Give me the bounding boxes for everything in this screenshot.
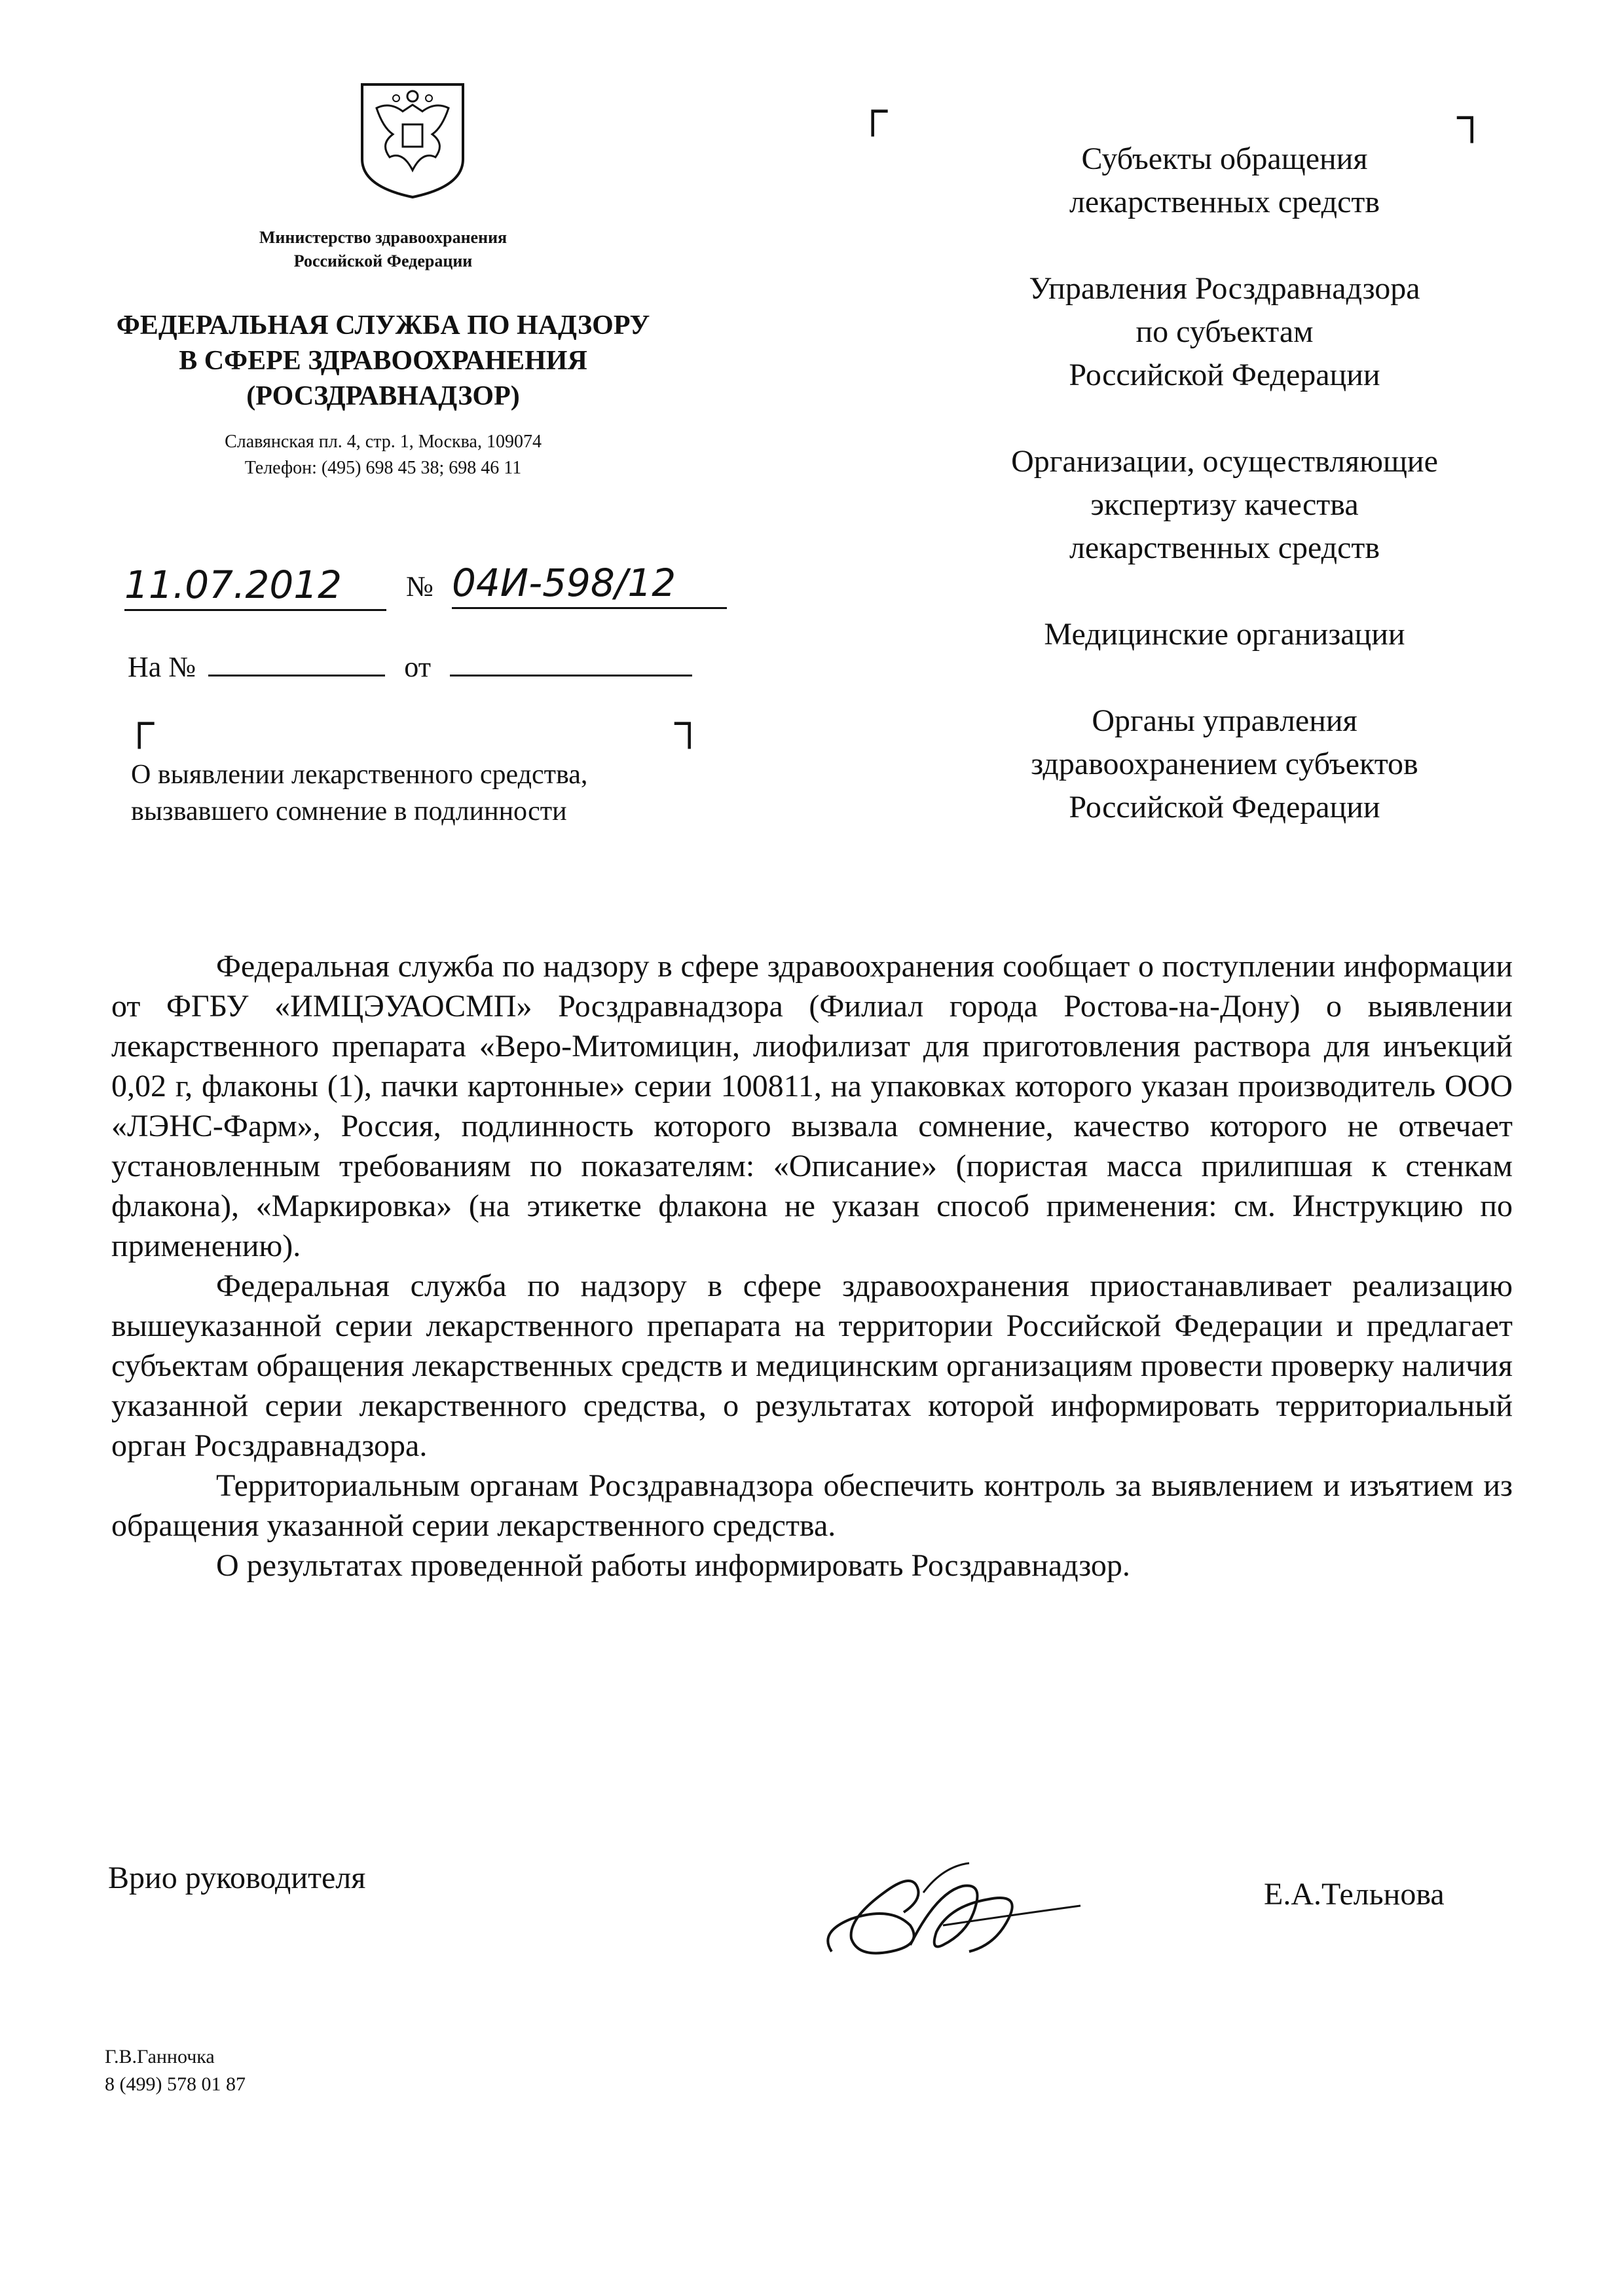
subject (131, 756, 720, 830)
registration-date: 11.07.2012 (124, 563, 342, 607)
reply-from-label: от (404, 651, 431, 683)
registration-number: 04И-598/12 (452, 561, 676, 605)
service-name (79, 308, 688, 414)
executor-phone: 8 (499) 578 01 87 (105, 2073, 246, 2095)
emblem-icon (357, 82, 468, 200)
signatory-name: Е.А.Тельнова (1264, 1877, 1445, 1912)
ministry-line-1: Министерство здравоохранения (259, 228, 507, 247)
addressee-line: Российской Федерации (1069, 790, 1380, 825)
reply-reference (128, 648, 692, 685)
ministry-line-2: Российской Федерации (293, 251, 473, 270)
number-sign: № (406, 570, 434, 602)
executor-block (105, 2043, 246, 2098)
corner-bracket-icon: ┌ (858, 86, 888, 134)
addressee-group (871, 267, 1578, 397)
body-paragraph: Федеральная служба по надзору в сфере здравоохранения приостанавливает реализацию вышеуказанной серии лекарственного препарата на территории Российской Федерации и предлагает субъектам обращения лекарственных средств и медицинским организациям провести проверку наличия указанной серии лекарственного средства, о результатах которой информировать территориальный орган Росздравнадзора. (111, 1269, 1513, 1463)
address-line: Славянская пл. 4, стр. 1, Москва, 109074 (225, 432, 542, 452)
addressee-group (871, 699, 1578, 829)
signatory-role: Врио руководителя (108, 1861, 366, 1895)
service-line-2: В СФЕРЕ ЗДРАВООХРАНЕНИЯ (179, 346, 587, 376)
registration-number-field (452, 560, 727, 609)
signature-icon (812, 1853, 1087, 1971)
body-paragraph: Федеральная служба по надзору в сфере здравоохранения сообщает о поступлении информации от ФГБУ «ИМЦЭУАОСМП» Росздравнадзора (Филиал города Ростова-на-Дону) о выявлении лекарственного препарата «Веро-Митомицин, лиофилизат для приготовления раствора для инъекций 0,02 г, флаконы (1), пачки картонные» серии 100811, на упаковках которого указан производитель ООО «ЛЭНС-Фарм», Россия, подлинность которого вызвала сомнение, качество которого не отвечает установленным требованиям по показателям: «Описание» (пористая масса прилипшая к стенкам флакона), «Маркировка» (на этикетке флакона не указан способ применения: см. Инструкцию по применению). (111, 949, 1513, 1263)
executor-name: Г.В.Ганночка (105, 2046, 215, 2067)
addressee-line: по субъектам (1135, 314, 1314, 349)
phone-line: Телефон: (495) 698 45 38; 698 46 11 (244, 458, 522, 478)
addressee-line: лекарственных средств (1069, 185, 1380, 219)
addressee-line: Субъекты обращения (1081, 141, 1368, 176)
subject-line-1: О выявлении лекарственного средства, (131, 760, 588, 790)
subject-line-2: вызвавшего сомнение в подлинности (131, 796, 567, 826)
reply-number-blank (208, 648, 385, 676)
registration-date-field (124, 562, 386, 611)
corner-bracket-icon: ┐ (674, 698, 705, 747)
addressee-line: Организации, осуществляющие (1011, 444, 1438, 479)
corner-bracket-icon: ┌ (124, 698, 155, 747)
body-paragraph: О результатах проведенной работы информировать Росздравнадзор. (216, 1548, 1130, 1583)
addressee-line: здравоохранением субъектов (1031, 747, 1418, 781)
addressee-group (871, 440, 1578, 570)
service-line-3: (РОСЗДРАВНАДЗОР) (246, 381, 520, 411)
reply-date-blank (450, 648, 692, 676)
addressee-line: экспертизу качества (1090, 487, 1359, 522)
addressee-list (871, 138, 1578, 872)
addressee-line: Российской Федерации (1069, 358, 1380, 392)
addressee-group (871, 613, 1578, 656)
body-paragraph: Территориальным органам Росздравнадзора обеспечить контроль за выявлением и изъятием из обращения указанной серии лекарственного средства. (111, 1468, 1513, 1543)
ministry-name (128, 226, 638, 273)
addressee-line: Управления Росздравнадзора (1029, 271, 1420, 306)
addressee-line: Органы управления (1092, 703, 1357, 738)
letter-body (111, 946, 1513, 1585)
contact-block (115, 429, 652, 481)
addressee-group (871, 138, 1578, 224)
corner-bracket-icon: ┐ (1457, 92, 1487, 141)
service-line-1: ФЕДЕРАЛЬНАЯ СЛУЖБА ПО НАДЗОРУ (116, 310, 650, 341)
addressee-line: Медицинские организации (1044, 617, 1405, 652)
reply-label: На № (128, 651, 196, 683)
addressee-line: лекарственных средств (1069, 530, 1380, 565)
